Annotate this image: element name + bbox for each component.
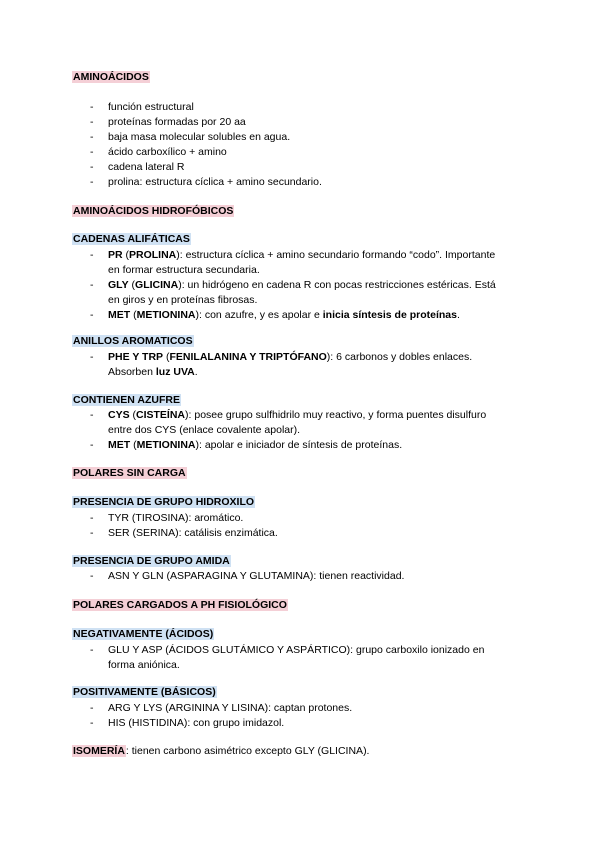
list-item: - ácido carboxílico + amino <box>0 145 508 160</box>
heading-cargados: POLARES CARGADOS A PH FISIOLÓGICO <box>73 599 287 611</box>
heading-aminoacidos: AMINOÁCIDOS <box>73 71 149 83</box>
list-item: - GLU Y ASP (ÁCIDOS GLUTÁMICO Y ASPÁRTICO): grupo carboxilo ionizado en forma aniónica. <box>0 643 508 673</box>
heading-aromaticos: ANILLOS AROMATICOS <box>73 335 193 347</box>
heading-polares: POLARES SIN CARGA <box>73 467 186 479</box>
heading-alifaticas: CADENAS ALIFÁTICAS <box>73 233 190 245</box>
list-aminoacidos <box>0 100 508 190</box>
list-item-metionina: - MET (METIONINA): con azufre, y es apolar e inicia síntesis de proteínas. <box>0 308 508 323</box>
list-item: - prolina: estructura cíclica + amino secundario. <box>0 175 508 190</box>
heading-hidrofobicos: AMINOÁCIDOS HIDROFÓBICOS <box>73 205 234 217</box>
list-aromaticos <box>0 350 508 380</box>
heading-azufre: CONTIENEN AZUFRE <box>73 394 180 406</box>
list-item-glicina: - GLY (GLICINA): un hidrógeno en cadena R con pocas restricciones estéricas. Está en giros y en proteínas fibrosas. <box>0 278 508 308</box>
list-item-metionina: - MET (METIONINA): apolar e iniciador de síntesis de proteínas. <box>0 438 508 453</box>
list-item: - baja masa molecular solubles en agua. <box>0 130 508 145</box>
list-alifaticas <box>0 248 508 323</box>
list-item: - cadena lateral R <box>0 160 508 175</box>
list-item: - ARG Y LYS (ARGININA Y LISINA): captan protones. <box>0 701 508 716</box>
list-azufre <box>0 408 508 453</box>
list-amida <box>0 569 508 584</box>
list-item: - proteínas formadas por 20 aa <box>0 115 508 130</box>
heading-positivos: POSITIVAMENTE (BÁSICOS) <box>73 686 216 698</box>
list-item: - TYR (TIROSINA): aromático. <box>0 511 508 526</box>
list-item: - función estructural <box>0 100 508 115</box>
heading-amida: PRESENCIA DE GRUPO AMIDA <box>73 555 230 567</box>
list-positivos <box>0 701 508 731</box>
list-item-phe-trp: - PHE Y TRP (FENILALANINA Y TRIPTÓFANO): 6 carbonos y dobles enlaces. Absorben luz UVA. <box>0 350 508 380</box>
list-negativos <box>0 643 508 673</box>
isomeria-paragraph: ISOMERÍA: tienen carbono asimétrico excepto GLY (GLICINA). <box>73 745 370 757</box>
heading-hidroxilo: PRESENCIA DE GRUPO HIDROXILO <box>73 496 255 508</box>
list-item: - ASN Y GLN (ASPARAGINA Y GLUTAMINA): tienen reactividad. <box>0 569 508 584</box>
list-hidroxilo <box>0 511 508 541</box>
list-item-prolina: - PR (PROLINA): estructura cíclica + amino secundario formando “codo”. Importante en formar estructura secundaria. <box>0 248 508 278</box>
list-item: - SER (SERINA): catálisis enzimática. <box>0 526 508 541</box>
list-item: - HIS (HISTIDINA): con grupo imidazol. <box>0 716 508 731</box>
heading-negativos: NEGATIVAMENTE (ÁCIDOS) <box>73 628 214 640</box>
list-item-cisteina: - CYS (CISTEÍNA): posee grupo sulfhidrilo muy reactivo, y forma puentes disulfuro entre dos CYS (enlace covalente apolar). <box>0 408 508 438</box>
